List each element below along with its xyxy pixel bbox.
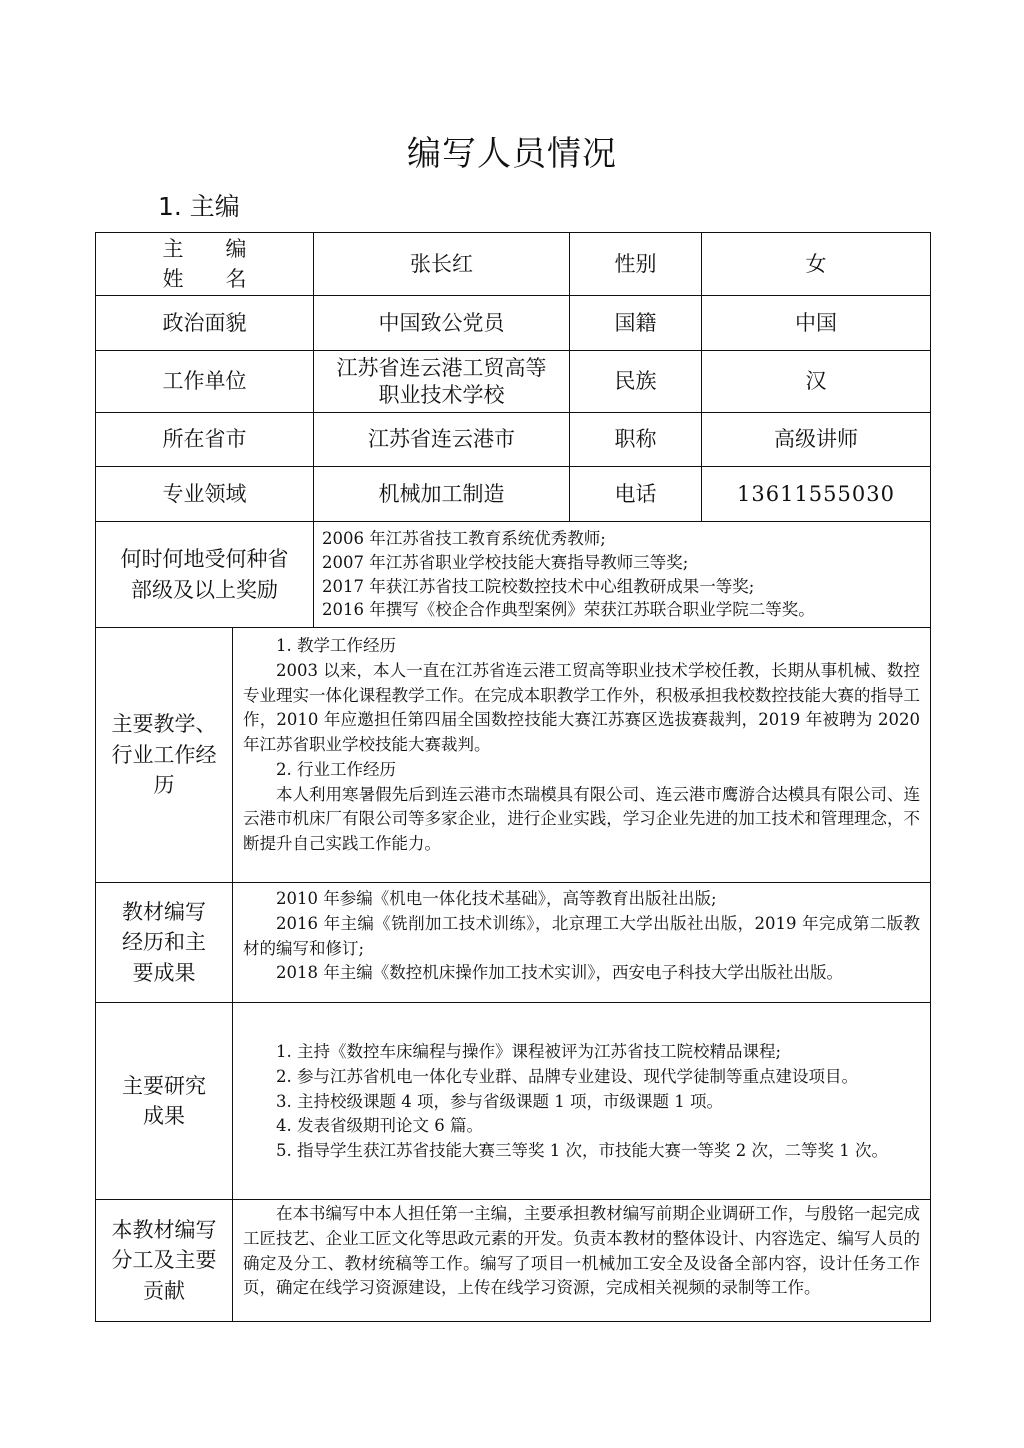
textbook-item: 2016 年主编《铣削加工技术训练》，北京理工大学出版社出版，2019 年完成第二版教材的编写和修订; xyxy=(243,913,920,958)
experience-label: 主要教学、行业工作经历 xyxy=(96,628,233,883)
field-label: 专业领域 xyxy=(96,467,314,522)
ethnicity-label: 民族 xyxy=(570,351,702,413)
award-item: 2017 年获江苏省技工院校数控技术中心组教研成果一等奖; xyxy=(322,576,755,596)
city-label: 所在省市 xyxy=(96,413,314,467)
research-item: 5. 指导学生获江苏省技能大赛三等奖 1 次，市技能大赛一等奖 2 次，二等奖 1 次。 xyxy=(276,1141,888,1161)
gender-label: 性别 xyxy=(570,233,702,296)
textbooks-content xyxy=(233,883,930,1003)
gender-value: 女 xyxy=(702,233,930,296)
editor-label-line1: 主 编 xyxy=(162,236,247,261)
contribution-paragraph: 在本书编写中本人担任第一主编，主要承担教材编写前期企业调研工作，与殷铭一起完成工匠技艺、企业工匠文化等思政元素的开发。负责本教材的整体设计、内容选定、编写人员的确定及分工、教材统稿等工作。编写了项目一机械加工安全及设备全部内容，设计任务工作页，确定在线学习资源建设，上传在线学习资源，完成相关视频的录制等工作。 xyxy=(243,1204,920,1298)
contribution-content xyxy=(233,1200,930,1321)
experience-paragraph: 2003 以来，本人一直在江苏省连云港工贸高等职业技术学校任教，长期从事机械、数控专业理实一体化课程教学工作。在完成本职教学工作外，积极承担我校数控技能大赛的指导工作，2010 年应邀担任第四届全国数控技能大赛江苏赛区选拔赛裁判，2019 年被聘为 2020 年江苏省职业学校技能大赛裁判。 xyxy=(243,660,920,754)
research-label: 主要研究成果 xyxy=(96,1003,233,1200)
ethnicity-value: 汉 xyxy=(702,351,930,413)
research-item: 4. 发表省级期刊论文 6 篇。 xyxy=(276,1116,483,1136)
phone-value: 13611555030 xyxy=(702,467,930,522)
city-value: 江苏省连云港市 xyxy=(314,413,570,467)
employer-value: 江苏省连云港工贸高等职业技术学校 xyxy=(314,351,570,413)
editor-label-line2: 姓 名 xyxy=(162,267,247,291)
field-value: 机械加工制造 xyxy=(314,467,570,522)
textbooks-label: 教材编写经历和主要成果 xyxy=(96,883,233,1003)
research-item: 1. 主持《数控车床编程与操作》课程被评为江苏省技工院校精品课程; xyxy=(276,1042,782,1062)
awards-list xyxy=(314,522,930,628)
awards-label: 何时何地受何种省部级及以上奖励 xyxy=(96,522,314,628)
award-item: 2016 年撰写《校企合作典型案例》荣获江苏联合职业学院二等奖。 xyxy=(322,600,815,620)
section-heading: 1. 主编 xyxy=(158,192,240,221)
page-title: 编写人员情况 xyxy=(407,134,617,174)
editor-name-label xyxy=(96,233,314,296)
experience-content xyxy=(233,628,930,883)
experience-heading-teaching: 1. 教学工作经历 xyxy=(276,636,396,655)
employer-label: 工作单位 xyxy=(96,351,314,413)
politics-value: 中国致公党员 xyxy=(314,296,570,351)
nationality-value: 中国 xyxy=(702,296,930,351)
textbook-item: 2010 年参编《机电一体化技术基础》，高等教育出版社出版; xyxy=(276,889,717,908)
professional-title-value: 高级讲师 xyxy=(702,413,930,467)
contribution-label: 本教材编写分工及主要贡献 xyxy=(96,1200,233,1321)
editor-name-value: 张长红 xyxy=(314,233,570,296)
award-item: 2006 年江苏省技工教育系统优秀教师; xyxy=(322,528,606,548)
textbook-item: 2018 年主编《数控机床操作加工技术实训》，西安电子科技大学出版社出版。 xyxy=(276,963,843,983)
award-item: 2007 年江苏省职业学校技能大赛指导教师三等奖; xyxy=(322,552,689,572)
research-item: 2. 参与江苏省机电一体化专业群、品牌专业建设、现代学徒制等重点建设项目。 xyxy=(276,1066,858,1086)
phone-label: 电话 xyxy=(570,467,702,522)
info-table xyxy=(95,232,931,1322)
research-content xyxy=(233,1003,930,1200)
politics-label: 政治面貌 xyxy=(96,296,314,351)
nationality-label: 国籍 xyxy=(570,296,702,351)
experience-paragraph: 本人利用寒暑假先后到连云港市杰瑞模具有限公司、连云港市鹰游合达模具有限公司、连云港市机床厂有限公司等多家企业，进行企业实践，学习企业先进的加工技术和管理理念，不断提升自己实践工作能力。 xyxy=(243,784,920,853)
professional-title-label: 职称 xyxy=(570,413,702,467)
experience-heading-industry: 2. 行业工作经历 xyxy=(276,759,396,779)
research-item: 3. 主持校级课题 4 项，参与省级课题 1 项，市级课题 1 项。 xyxy=(276,1091,723,1111)
